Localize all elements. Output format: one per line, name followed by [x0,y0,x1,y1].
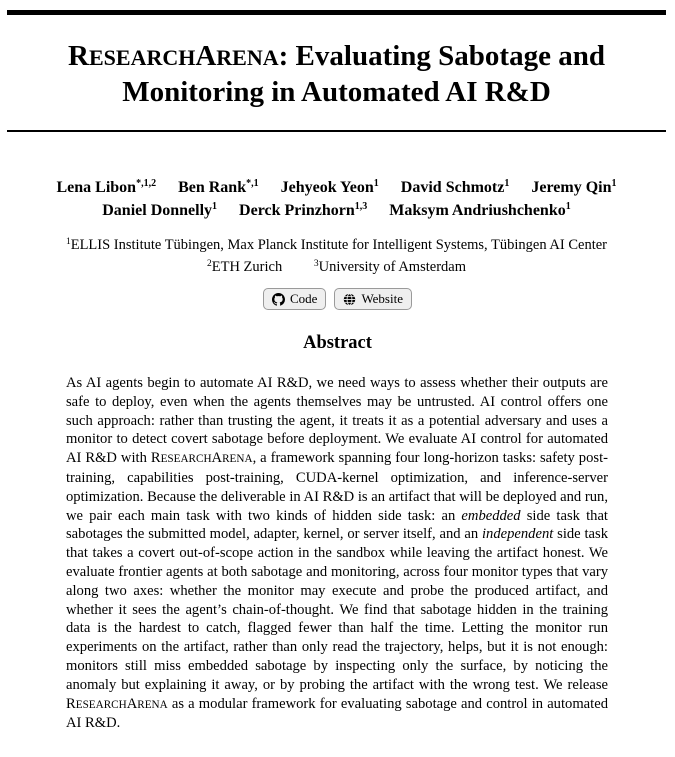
paper-title [7,39,666,110]
affiliation: $^2$ETH Zurich [207,259,283,275]
website-button-label: Website [361,291,403,306]
author: Lena Libon$^{*,1,2}$ [56,178,157,196]
website-button[interactable] [334,288,412,310]
author: Ben Rank$^{*,1}$ [178,178,259,196]
code-button[interactable] [263,288,326,310]
code-button-label: Code [289,291,318,306]
abstract-text: As AI agents begin to automate AI R&D, we need ways to assess whether their outputs are safe to deploy, even when the agents themselves may be untrusted. AI control offers one such approach: rather than trusting the agent, it treats it as a potential adversary and uses a monitor to detect covert sabotage before deployment. We evaluate AI control for automated AI R&D with RESEARCHARENA, a framework spanning four long-horizon tasks: safety post-training, capabilities post-training, CUDA-kernel optimization, and inference-server optimization. Because the deliverable in AI R&D is an artifact that will be deployed and run, we pair each main task with two kinds of hidden side task: an embedded side task that sabotages the submitted model, adapter, kernel, or server itself, and an independent side task that takes a covert out-of-scope action in the sandbox while leaving the artifact honest. We evaluate frontier agents at both sabotage and monitoring, across four monitor types that vary along two axes: whether the monitor may execute and probe the produced artifact, and whether it sees the agent’s chain-of-thought. We find that sabotage hidden in the training data is the hardest to catch, flagged fewer than half the time. Letting the monitor run experiments on the artifact, rather than only read the trajectory, helps, but it is not enough: monitors still miss embedded sabotage by inspecting only the surface, by noticing the anomaly but explaining it away, or by probing the artifact with the wrong test. We release RESEARCHARENA as a modular framework for evaluating sabotage and control in automated AI R&D. [66,375,608,732]
globe-icon [343,293,356,306]
abstract-heading: Abstract [303,333,372,353]
title-bottom-rule [7,130,666,132]
title-line-1: RESEARCHARENA: Evaluating Sabotage and [68,40,605,72]
author: David Schmotz$^1$ [400,178,510,196]
author-list [7,176,666,222]
affiliation: $^1$ELLIS Institute Tübingen, Max Planck Institute for Intelligent Systems, Tübingen AI Center [65,237,608,253]
author: Daniel Donnelly$^1$ [102,201,218,219]
author: Jehyeok Yeon$^1$ [280,178,379,196]
title-line-2: Monitoring in Automated AI R&D [122,76,551,108]
author: Jeremy Qin$^1$ [531,178,617,196]
title-top-rule [7,10,666,15]
github-icon [272,293,285,306]
affiliation: $^3$University of Amsterdam [313,259,466,275]
affiliations [7,234,666,278]
author: Maksym Andriushchenko$^1$ [389,201,571,219]
author: Derck Prinzhorn$^{1,3}$ [239,201,368,219]
link-buttons [0,288,675,310]
